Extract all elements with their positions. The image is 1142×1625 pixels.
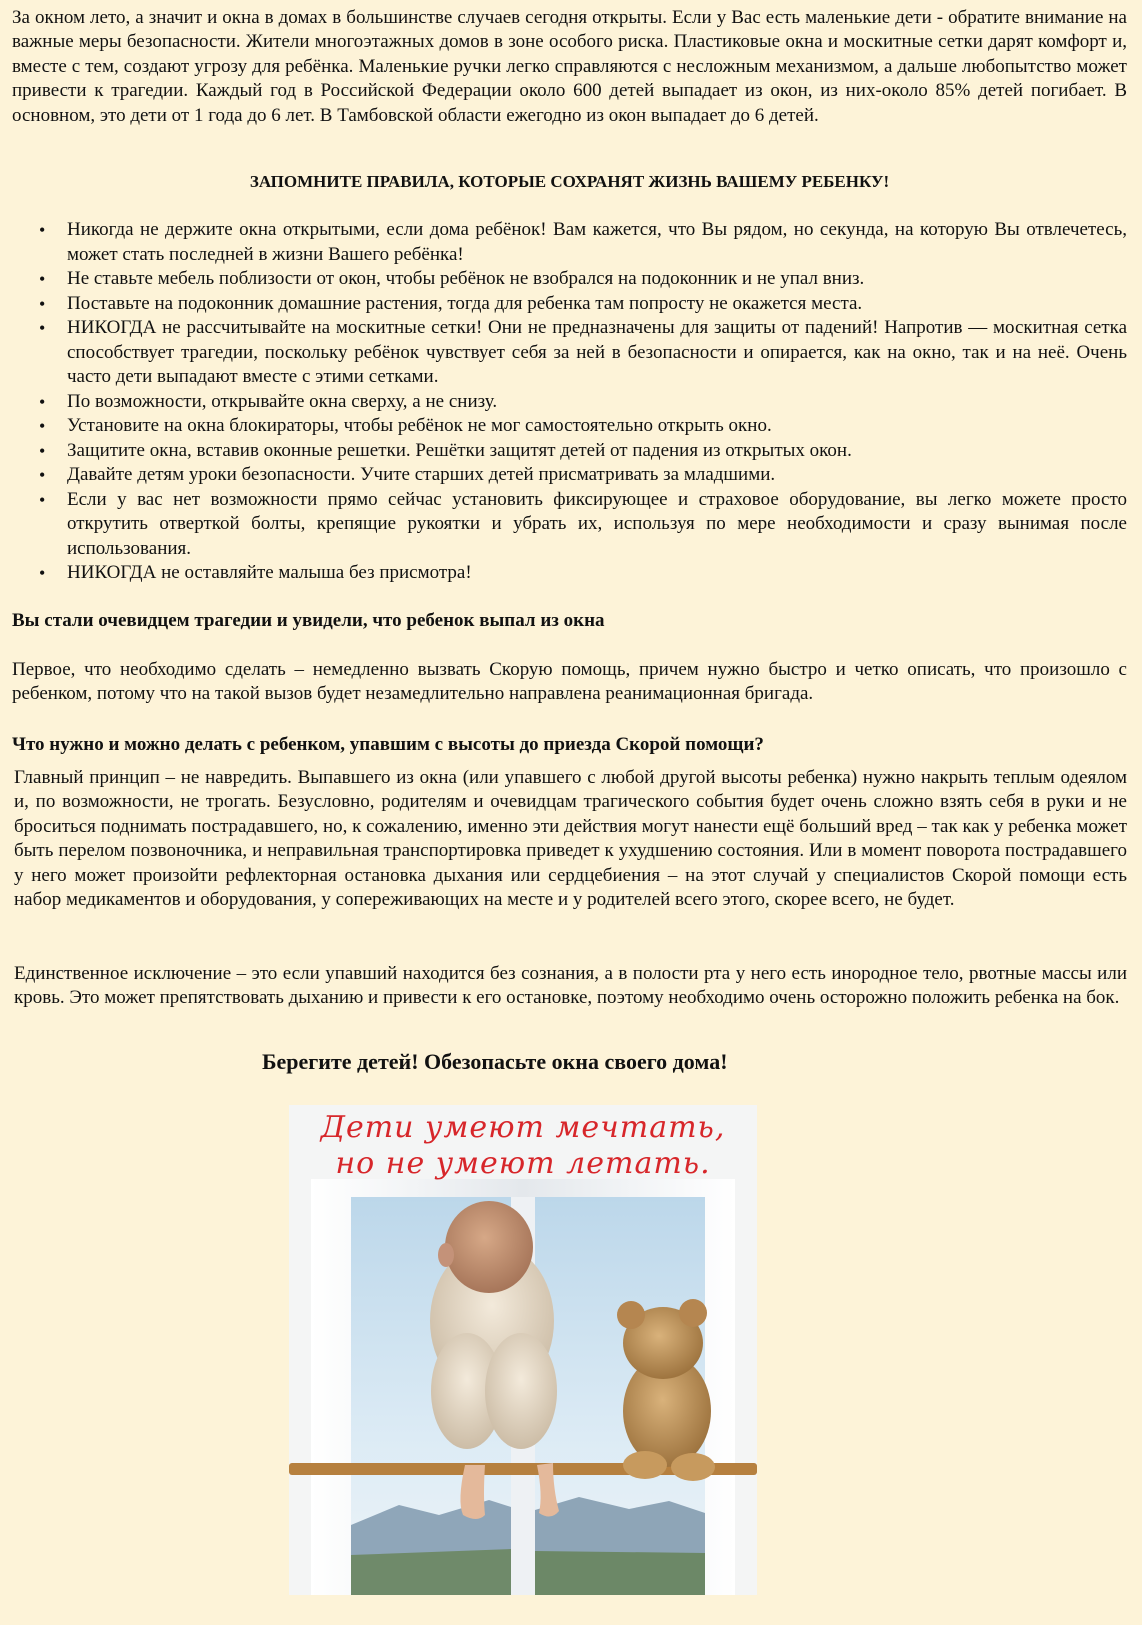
list-item: • Установите на окна блокираторы, чтобы ребёнок не мог самостоятельно открыть окно. <box>67 414 1127 439</box>
what-paragraph: Главный принцип – не навредить. Выпавшего из окна (или упавшего с любой другой высоты ребенка) нужно накрыть теплым одеялом и, по возможности, не трогать. Безусловно, родителям и очевидцам трагического события будет очень сложно взять себя в руки и не броситься поднимать пострадавшего, но, к сожалению, именно эти действия могут нанести ещё больший вред – так как у ребенка может быть перелом позвоночника, и неправильная транспортировка приведет к ухудшению состояния. Или в момент поворота пострадавшего у него может произойти рефлекторная остановка дыхания или сердцебиения – на этот случай у специалистов Скорой помощи есть набор медикаментов и оборудования, у сопереживающих на месте и у родителей всего этого, скорее всего, не будет. <box>14 767 1127 911</box>
rules-list <box>12 218 1127 586</box>
poster-caption-line1: Дети умеют мечтать, <box>320 1110 726 1145</box>
poster-caption-line2: но не умеют летать. <box>335 1146 711 1181</box>
list-item: • НИКОГДА не рассчитывайте на москитные сетки! Они не предназначены для защиты от падений! Напротив — москитная сетка способствует трагедии, поскольку ребёнок чувствует себя за ней в безопасности и опирается, как на окно, так и на неё. Очень часто дети выпадают вместе с этими сетками. <box>67 316 1127 390</box>
list-item: • Если у вас нет возможности прямо сейчас установить фиксирующее и страховое оборудование, вы легко можете просто открутить отверткой болты, крепящие рукоятки и убрать их, используя по мере необходимости и сразу вынимая после использования. <box>67 488 1127 562</box>
list-item: • Поставьте на подоконник домашние растения, тогда для ребенка там попросту не окажется места. <box>67 292 1127 317</box>
list-item: • Давайте детям уроки безопасности. Учите старших детей присматривать за младшими. <box>67 463 1127 488</box>
rules-title: ЗАПОМНИТЕ ПРАВИЛА, КОТОРЫЕ СОХРАНЯТ ЖИЗНЬ ВАШЕМУ РЕБЕНКУ! <box>249 172 890 191</box>
what-heading: Что нужно и можно делать с ребенком, упавшим с высоты до приезда Скорой помощи? <box>12 734 764 755</box>
list-item: • Не ставьте мебель поблизости от окон, чтобы ребёнок не взобрался на подоконник и не упал вниз. <box>67 267 1127 292</box>
list-item: • Защитите окна, вставив оконные решетки. Решётки защитят детей от падения из открытых окон. <box>67 439 1127 464</box>
list-item: • По возможности, открывайте окна сверху, а не снизу. <box>67 390 1127 415</box>
exception-paragraph: Единственное исключение – это если упавший находится без сознания, а в полости рта у него есть инородное тело, рвотные массы или кровь. Это может препятствовать дыханию и привести к его остановке, поэтому необходимо очень осторожно положить ребенка на бок. <box>14 963 1127 1009</box>
witness-heading: Вы стали очевидцем трагедии и увидели, что ребенок выпал из окна <box>12 610 605 631</box>
witness-paragraph: Первое, что необходимо сделать – немедленно вызвать Скорую помощь, причем нужно быстро и четко описать, что произошло с ребенком, потому что на такой вызов будет незамедлительно направлена реанимационная бригада. <box>12 659 1127 705</box>
list-item: • Никогда не держите окна открытыми, если дома ребёнок! Вам кажется, что Вы рядом, но секунда, на которую Вы отвлечетесь, может стать последней в жизни Вашего ребёнка! <box>67 218 1127 267</box>
intro-paragraph: За окном лето, а значит и окна в домах в большинстве случаев сегодня открыты. Если у Вас есть маленькие дети - обратите внимание на важные меры безопасности. Жители многоэтажных домов в зоне особого риска. Пластиковые окна и москитные сетки дарят комфорт и, вместе с тем, создают угрозу для ребёнка. Маленькие ручки легко справляются с несложным механизмом, а дальше любопытство может привести к трагедии. Каждый год в Российской Федерации около 600 детей выпадает из окон, из них-около 85% детей погибает. В основном, это дети от 1 года до 6 лет. В Тамбовской области ежегодно из окон выпадает до 6 детей. <box>12 7 1127 126</box>
poster-image <box>289 1105 757 1595</box>
list-item: • НИКОГДА не оставляйте малыша без присмотра! <box>67 561 1127 586</box>
closing-slogan: Берегите детей! Обезопасьте окна своего дома! <box>262 1049 728 1074</box>
